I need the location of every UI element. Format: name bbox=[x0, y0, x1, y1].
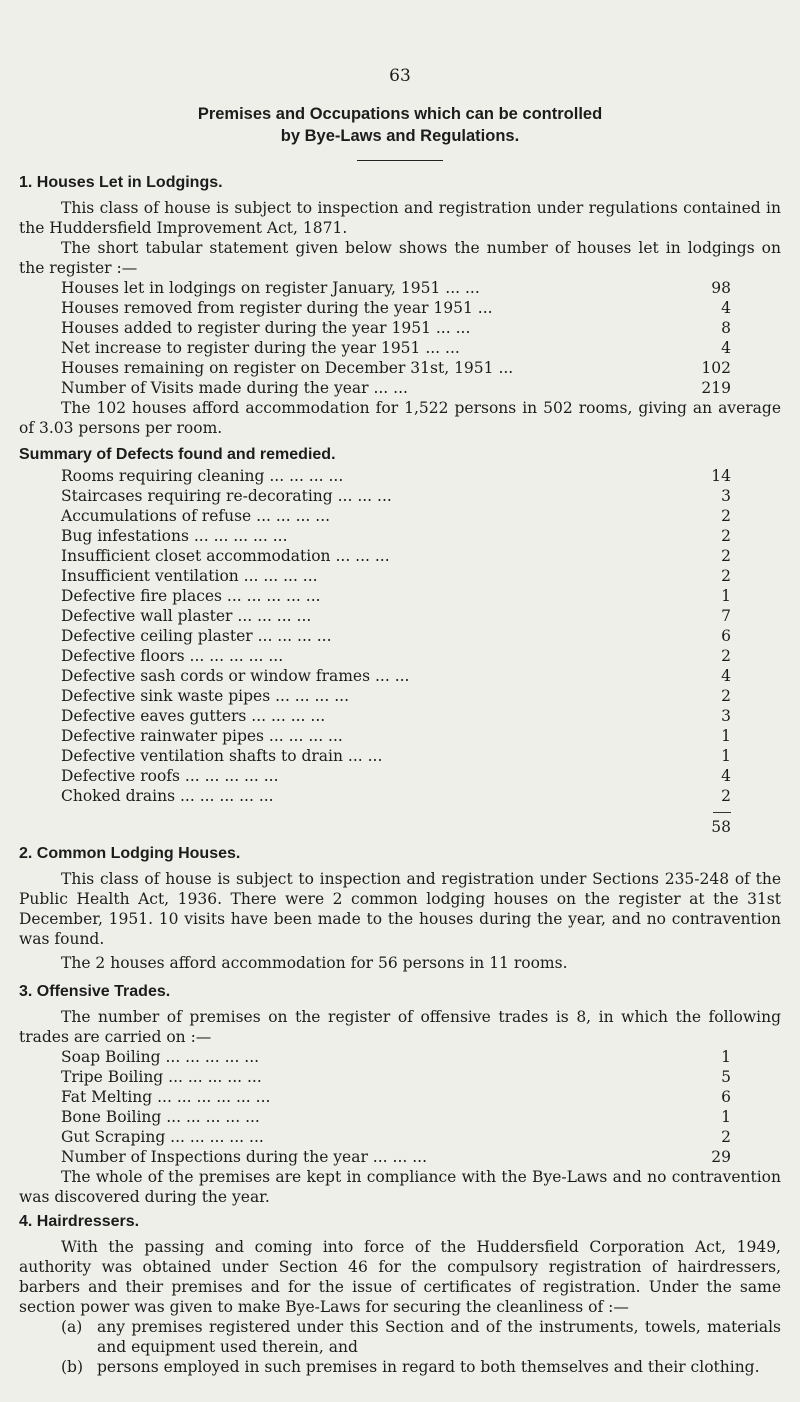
row-value: 2 bbox=[721, 567, 731, 585]
row-label: Insufficient closet accommodation ... ... ... bbox=[61, 547, 390, 565]
row-label: Insufficient ventilation ... ... ... ... bbox=[61, 567, 318, 585]
row-label: Defective ventilation shafts to drain ... ... bbox=[61, 747, 383, 765]
row-value: 4 bbox=[721, 339, 731, 357]
row-label: Defective roofs ... ... ... ... ... bbox=[61, 767, 279, 785]
defects-total: 58 bbox=[711, 818, 731, 836]
lodging-register-list bbox=[61, 278, 731, 398]
list-item bbox=[61, 358, 731, 378]
section-1-paragraph-1: This class of house is subject to inspection and registration under regulations contained in the Huddersfield Improvement Act, 1871. bbox=[19, 199, 781, 237]
row-value: 4 bbox=[721, 667, 731, 685]
list-item bbox=[61, 378, 731, 398]
defects-list bbox=[61, 466, 731, 837]
row-value: 2 bbox=[721, 687, 731, 705]
row-label: Houses remaining on register on December 31st, 1951 ... bbox=[61, 359, 514, 377]
row-label: Houses added to register during the year 1951 ... ... bbox=[61, 319, 471, 337]
list-item bbox=[61, 526, 731, 546]
row-value: 7 bbox=[721, 607, 731, 625]
list-item bbox=[61, 606, 731, 626]
row-label: Accumulations of refuse ... ... ... ... bbox=[61, 507, 331, 525]
row-value: 6 bbox=[721, 1088, 731, 1106]
row-label: Number of Inspections during the year ... ... ... bbox=[61, 1148, 428, 1166]
row-value: 8 bbox=[721, 319, 731, 337]
row-label: Defective wall plaster ... ... ... ... bbox=[61, 607, 312, 625]
row-value: 1 bbox=[721, 1048, 731, 1066]
title-divider bbox=[357, 160, 443, 161]
row-value: 2 bbox=[721, 547, 731, 565]
row-label: Choked drains ... ... ... ... ... bbox=[61, 787, 274, 805]
row-value: 1 bbox=[721, 727, 731, 745]
title-line-2: by Bye-Laws and Regulations. bbox=[280, 127, 520, 145]
row-label: Soap Boiling ... ... ... ... ... bbox=[61, 1048, 260, 1066]
row-value: 102 bbox=[701, 359, 731, 377]
row-label: Houses let in lodgings on register January, 1951 ... ... bbox=[61, 279, 480, 297]
list-item bbox=[61, 1067, 731, 1087]
row-label: Rooms requiring cleaning ... ... ... ... bbox=[61, 467, 344, 485]
row-label: Defective sash cords or window frames ... ... bbox=[61, 667, 410, 685]
row-label: Defective rainwater pipes ... ... ... ... bbox=[61, 727, 343, 745]
total-rule bbox=[713, 812, 731, 813]
item-text: persons employed in such premises in regard to both themselves and their clothing. bbox=[97, 1358, 760, 1376]
row-value: 14 bbox=[711, 467, 731, 485]
section-1-heading: 1. Houses Let in Lodgings. bbox=[19, 174, 223, 191]
list-item bbox=[61, 686, 731, 706]
row-value: 2 bbox=[721, 507, 731, 525]
row-label: Defective eaves gutters ... ... ... ... bbox=[61, 707, 326, 725]
list-item bbox=[61, 1047, 731, 1067]
title-line-1: Premises and Occupations which can be controlled bbox=[197, 105, 603, 123]
list-item bbox=[61, 318, 731, 338]
section-4-paragraph-1: With the passing and coming into force of the Huddersfield Corporation Act, 1949, authority was obtained under Section 46 for the compulsory registration of hairdressers, barbers and their premises and for the issue of certificates of registration. Under the same section power was given to make Bye-Laws for securing the cleanliness of :— bbox=[19, 1238, 781, 1316]
list-item bbox=[61, 278, 731, 298]
list-item bbox=[61, 786, 731, 806]
list-item bbox=[19, 1357, 781, 1377]
row-label: Bug infestations ... ... ... ... ... bbox=[61, 527, 288, 545]
list-item bbox=[61, 746, 731, 766]
list-item bbox=[61, 506, 731, 526]
list-item bbox=[61, 298, 731, 318]
list-item bbox=[61, 1107, 731, 1127]
row-value: 219 bbox=[701, 379, 731, 397]
content bbox=[19, 172, 781, 1377]
row-value: 4 bbox=[721, 299, 731, 317]
list-item bbox=[61, 1147, 731, 1167]
row-value: 1 bbox=[721, 747, 731, 765]
list-item bbox=[61, 546, 731, 566]
row-value: 2 bbox=[721, 527, 731, 545]
row-label: Fat Melting ... ... ... ... ... ... bbox=[61, 1088, 271, 1106]
list-item bbox=[61, 466, 731, 486]
section-3-paragraph-1: The number of premises on the register of offensive trades is 8, in which the following trades are carried on :— bbox=[19, 1008, 781, 1046]
row-value: 2 bbox=[721, 647, 731, 665]
list-item bbox=[61, 646, 731, 666]
section-2-paragraph-1: This class of house is subject to inspection and registration under Sections 235-248 of the Public Health Act, 1936. There were 2 common lodging houses on the register at the 31st December, 1951. 10 visits have been made to the houses during the year, and no contravention was found. bbox=[19, 870, 781, 948]
section-2-paragraph-2: The 2 houses afford accommodation for 56 persons in 11 rooms. bbox=[61, 954, 568, 972]
row-value: 3 bbox=[721, 707, 731, 725]
list-item bbox=[19, 1317, 781, 1357]
row-label: Staircases requiring re-decorating ... ... ... bbox=[61, 487, 392, 505]
list-item bbox=[61, 486, 731, 506]
section-4-heading: 4. Hairdressers. bbox=[19, 1213, 140, 1230]
list-item bbox=[61, 706, 731, 726]
row-label: Gut Scraping ... ... ... ... ... bbox=[61, 1128, 264, 1146]
row-label: Defective fire places ... ... ... ... ... bbox=[61, 587, 321, 605]
row-value: 6 bbox=[721, 627, 731, 645]
page-title bbox=[0, 103, 800, 147]
section-3-paragraph-2: The whole of the premises are kept in compliance with the Bye-Laws and no contravention was discovered during the year. bbox=[19, 1168, 781, 1206]
section-1-paragraph-2: The short tabular statement given below shows the number of houses let in lodgings on the register :— bbox=[19, 239, 781, 277]
item-label: (b) bbox=[61, 1358, 84, 1376]
list-item bbox=[61, 726, 731, 746]
row-label: Number of Visits made during the year ... ... bbox=[61, 379, 408, 397]
list-item bbox=[61, 338, 731, 358]
row-label: Defective ceiling plaster ... ... ... ... bbox=[61, 627, 332, 645]
list-item bbox=[61, 1127, 731, 1147]
total-row bbox=[61, 817, 731, 837]
row-value: 1 bbox=[721, 1108, 731, 1126]
row-value: 29 bbox=[711, 1148, 731, 1166]
row-value: 3 bbox=[721, 487, 731, 505]
row-label: Defective sink waste pipes ... ... ... ... bbox=[61, 687, 349, 705]
page-number: 63 bbox=[389, 66, 411, 86]
section-2-heading: 2. Common Lodging Houses. bbox=[19, 845, 241, 862]
row-value: 2 bbox=[721, 787, 731, 805]
row-label: Bone Boiling ... ... ... ... ... bbox=[61, 1108, 260, 1126]
offensive-trades-list bbox=[61, 1047, 731, 1167]
section-3-heading: 3. Offensive Trades. bbox=[19, 983, 171, 1000]
item-label: (a) bbox=[61, 1318, 83, 1336]
list-item bbox=[61, 626, 731, 646]
item-text: any premises registered under this Section and of the instruments, towels, materials and equipment used therein, and bbox=[97, 1318, 781, 1356]
row-value: 5 bbox=[721, 1068, 731, 1086]
row-label: Net increase to register during the year 1951 ... ... bbox=[61, 339, 460, 357]
list-item bbox=[61, 566, 731, 586]
row-label: Defective floors ... ... ... ... ... bbox=[61, 647, 284, 665]
row-value: 98 bbox=[711, 279, 731, 297]
row-label: Tripe Boiling ... ... ... ... ... bbox=[61, 1068, 262, 1086]
row-value: 1 bbox=[721, 587, 731, 605]
section-1-paragraph-3: The 102 houses afford accommodation for 1,522 persons in 502 rooms, giving an average of 3.03 persons per room. bbox=[19, 399, 781, 437]
list-item bbox=[61, 666, 731, 686]
row-value: 2 bbox=[721, 1128, 731, 1146]
list-item bbox=[61, 586, 731, 606]
row-label: Houses removed from register during the year 1951 ... bbox=[61, 299, 493, 317]
summary-heading: Summary of Defects found and remedied. bbox=[19, 446, 336, 463]
list-item bbox=[61, 766, 731, 786]
list-item bbox=[61, 1087, 731, 1107]
row-value: 4 bbox=[721, 767, 731, 785]
